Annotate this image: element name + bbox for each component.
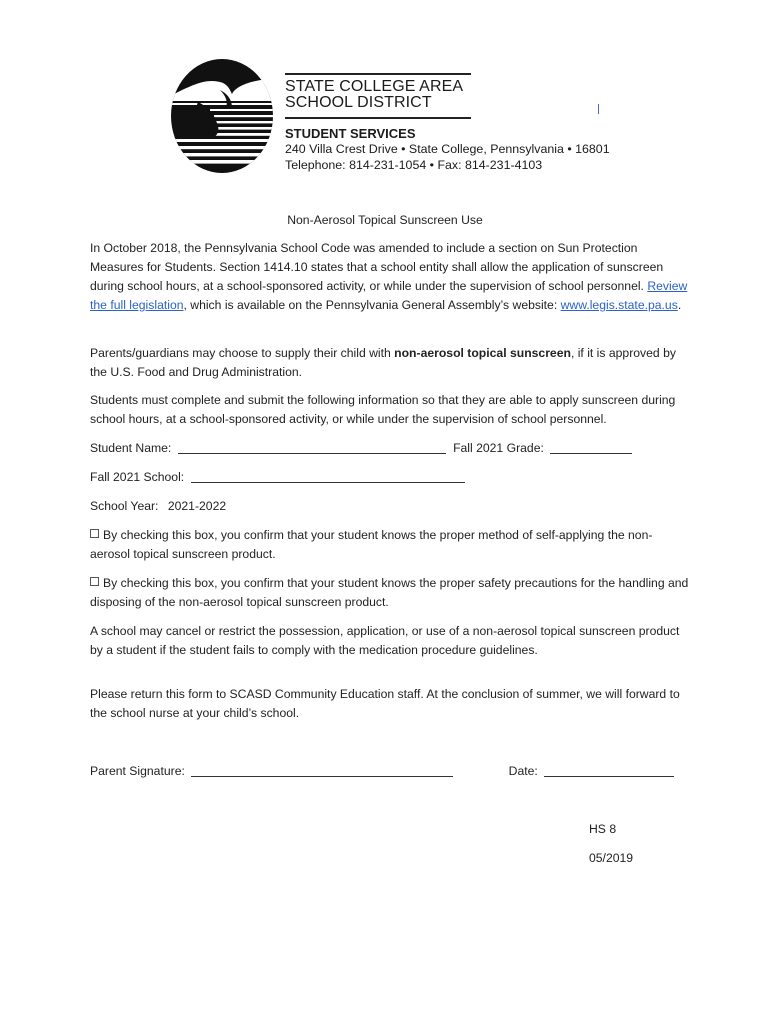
intro-text-middle: , which is available on the Pennsylvania General Assembly’s website: <box>183 298 561 312</box>
parents-text-bold: non-aerosol topical sunscreen <box>394 346 571 360</box>
parent-signature-label: Parent Signature: <box>90 764 185 778</box>
school-label: Fall 2021 School: <box>90 470 185 484</box>
parents-text-end: , if it is approved by the U.S. Food and Drug Administration. <box>90 346 676 379</box>
return-notice-text: Please return this form to SCASD Community Education staff. At the conclusion of summer, we will forward to the school nurse at your child’s school. <box>90 687 680 720</box>
safety-checkbox[interactable] <box>90 577 99 586</box>
letterhead-top-rule <box>285 73 471 75</box>
text-cursor-mark <box>598 104 599 114</box>
form-title: Non-Aerosol Topical Sunscreen Use <box>287 213 483 227</box>
grade-label: Fall 2021 Grade: <box>453 441 544 455</box>
district-phone-fax: Telephone: 814-231-1054 • Fax: 814-231-4103 <box>285 158 543 172</box>
date-label: Date: <box>508 764 538 778</box>
legislation-link[interactable]: Review the full legislation <box>90 279 688 312</box>
students-paragraph <box>90 391 690 429</box>
checkbox-item-2 <box>90 574 690 612</box>
form-revision-date: 05/2019 <box>589 851 634 865</box>
school-year-value: 2021-2022 <box>167 499 227 513</box>
form-code: HS 8 <box>589 822 617 836</box>
district-logo <box>170 56 278 174</box>
student-name-row <box>90 439 710 458</box>
checkbox-2-text: By checking this box, you confirm that your student knows the proper safety precautions for the handling and disposing of the non-aerosol topical sunscreen product. <box>90 576 689 609</box>
legis-website-link[interactable]: www.legis.state.pa.us <box>560 298 678 312</box>
school-row <box>90 468 690 487</box>
org-name-line1: STATE COLLEGE AREA <box>285 78 464 95</box>
org-name-line2: SCHOOL DISTRICT <box>285 94 432 111</box>
district-address: 240 Villa Crest Drive • State College, Pennsylvania • 16801 <box>285 142 610 156</box>
student-name-field[interactable] <box>178 441 446 454</box>
school-year-label: School Year: <box>90 499 159 513</box>
students-text: Students must complete and submit the following information so that they are able to apply sunscreen during school hours, at a school-sponsored activity, or while under the supervision of school personnel. <box>90 393 676 426</box>
cancel-notice-text: A school may cancel or restrict the possession, application, or use of a non-aerosol topical sunscreen product by a student if the student fails to comply with the medication procedure guidelines. <box>90 624 680 657</box>
checkbox-item-1 <box>90 526 690 564</box>
parents-paragraph <box>90 344 690 382</box>
letterhead-bottom-rule <box>285 117 471 119</box>
self-apply-checkbox[interactable] <box>90 529 99 538</box>
cancel-notice <box>90 622 690 660</box>
parents-text: Parents/guardians may choose to supply their child with <box>90 346 395 360</box>
intro-paragraph <box>90 239 690 315</box>
checkbox-1-text: By checking this box, you confirm that your student knows the proper method of self-applying the non-aerosol topical sunscreen product. <box>90 528 653 561</box>
date-field[interactable] <box>544 764 674 777</box>
intro-text-end: . <box>677 298 682 312</box>
student-name-label: Student Name: <box>90 441 172 455</box>
department-name: STUDENT SERVICES <box>285 126 416 141</box>
school-field[interactable] <box>191 470 465 483</box>
parent-signature-field[interactable] <box>191 764 453 777</box>
signature-row <box>90 762 690 781</box>
intro-text: In October 2018, the Pennsylvania School Code was amended to include a section on Sun Protection Measures for Students. Section 1414.10 states that a school entity shall allow the application of sunscreen during school hours, at a school-sponsored activity, or while under the supervision of school personnel. <box>90 241 664 293</box>
return-notice <box>90 685 690 723</box>
school-year-row <box>90 497 690 516</box>
grade-field[interactable] <box>550 441 632 454</box>
